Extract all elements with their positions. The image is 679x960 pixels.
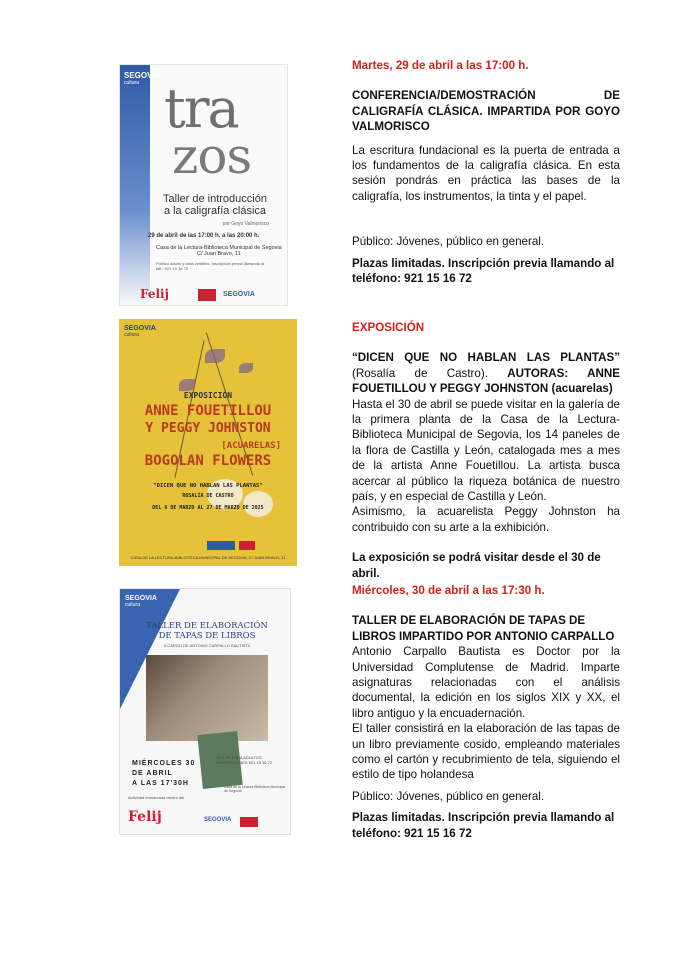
- poster-blue-band: [120, 65, 150, 306]
- venue: CASA DE LA LECTURA-BIBLIOTECA MUNICIPAL DE SEGOVIA, C/ JUAN BRAVO, 11: [130, 555, 286, 560]
- quote: "DICEN QUE NO HABLAN LAS PLANTAS": [153, 483, 263, 489]
- event-caligrafia: [352, 58, 620, 286]
- acuarelas-label: [ACUARELAS]: [221, 441, 281, 451]
- sponsor-logo: [239, 541, 255, 550]
- exhibition-dates: DEL 6 DE MARZO AL 27 DE MARZO DE 2025: [152, 505, 264, 511]
- felij-logo: Felij: [140, 287, 169, 301]
- bogolan-flowers: BOGOLAN FLOWERS: [144, 453, 272, 469]
- rosalia: ROSALÍA DE CASTRO: [182, 493, 234, 499]
- event-title: TALLER DE ELABORACIÓN DE TAPAS DE LIBROS IMPARTIDO POR ANTONIO CARPALLO: [352, 614, 615, 643]
- poster-caligrafia: [119, 64, 288, 306]
- poster-info: Público adulto y otros ámbitos. Inscripción previa llamando al telf.: 921 15 16 72: [156, 261, 265, 271]
- sponsor-logo: [240, 817, 258, 827]
- segovia-cultura-logo: SEGOVIA cultura: [125, 595, 157, 608]
- poster-subtitle: Taller de introducción a la caligrafía clásica: [163, 193, 267, 217]
- event-audience: Público: Jóvenes, público en general.: [352, 235, 545, 249]
- segovia-logo: SEGOVIA: [204, 817, 232, 823]
- poster-author: por Goyo Valmorisco: [222, 221, 269, 227]
- event-registration: Plazas limitadas. Inscripción previa llamando al teléfono: 921 15 16 72: [352, 256, 615, 286]
- artist-names-1: ANNE FOUETILLOU: [144, 403, 272, 419]
- event-title: “DICEN QUE NO HABLAN LAS PLANTAS” (Rosalía de Castro). AUTORAS: ANNE FOUETILLOU Y PEGGY JOHNSTON (acuarelas): [352, 351, 620, 396]
- event-description: Antonio Carpallo Bautista es Doctor por la Universidad Complutense de Madrid. Imparte asignaturas relacionadas con el análisis documental, la edición en los siglos XIX y XX, el libro antiguo y la encuadernación.: [352, 645, 620, 720]
- segovia-logo: [207, 541, 235, 550]
- event-description: Hasta el 30 de abril se puede visitar en la galería de la primera planta de la Casa de la Lectura-Biblioteca Municipal de Segovia, los 14 paneles de la flora de Castilla y León, catalogada mes a mes de la artista Anne Fouetillou. La artista busca acercar al público la riqueza botánica de nuestro país, y en especial de Castilla y León.: [352, 397, 620, 504]
- event-registration: Plazas limitadas. Inscripción previa llamando al teléfono: 921 15 16 72: [352, 811, 615, 840]
- event-audience: Público: Jóvenes, público en general.: [352, 789, 545, 803]
- event-date: Miércoles, 30 de abril a las 17:30 h.: [352, 584, 545, 597]
- event-date: Martes, 29 de abril a las 17:00 h.: [352, 59, 529, 72]
- event-description: La escritura fundacional es la puerta de entrada a los fundamentos de la caligrafía clásica. En esta sesión pondrás en práctica las bases de la caligrafía, los instrumentos, la tinta y el papel.: [352, 143, 620, 203]
- poster-photo: [146, 655, 268, 741]
- event-description-2: El taller consistirá en la elaboración de las tapas de un libro previamente cosido, empleando materiales como el cartón y recubrimiento de tela, siguiendo el estilo de tipo holandesa: [352, 722, 620, 782]
- plant-leaf: [179, 379, 195, 391]
- event-description-2: Asimismo, la acuarelista Peggy Johnston ha contribuido con su arte a la exhibición.: [352, 505, 620, 534]
- poster-word-top: tra: [164, 77, 238, 140]
- poster-taller-tapas: [119, 588, 291, 835]
- poster-exposicion: [119, 319, 297, 566]
- event-taller-tapas: [352, 583, 620, 841]
- segovia-logo: SEGOVIA: [223, 291, 255, 298]
- sponsor-logo: [198, 289, 216, 301]
- poster-date: 29 de abril de las 17:00 h. a las 20:00 h.: [148, 233, 260, 239]
- plant-leaf: [205, 349, 225, 363]
- artist-names-2: Y PEGGY JOHNSTON: [145, 421, 271, 436]
- segovia-cultura-logo: SEGOVIA cultura: [124, 325, 156, 338]
- felij-logo: Felij: [128, 809, 162, 825]
- plant-leaf: [239, 363, 253, 373]
- event-title: CONFERENCIA/DEMOSTRACIÓN DE CALIGRAFÍA CLÁSICA. IMPARTIDA POR GOYO VALMORISCO: [352, 89, 620, 134]
- poster-when: MIÉRCOLES 30 DE ABRIL A LAS 17'30H: [132, 760, 196, 787]
- poster-word-bottom: zos: [172, 127, 252, 185]
- exposicion-label: EXPOSICIÓN: [183, 391, 233, 400]
- poster-activity: Actividad enmarcada dentro del: [128, 795, 185, 800]
- poster-venue: Casa de la Lectura Biblioteca Municipal de Segovia: [224, 785, 286, 793]
- poster-cargo: A CARGO DE ANTONIO CARPALLO BAUTISTA: [163, 643, 251, 648]
- event-exposicion: [352, 320, 620, 581]
- event-date: EXPOSICIÓN: [352, 321, 425, 334]
- poster-title: TALLER DE ELABORACIÓN DE TAPAS DE LIBROS: [146, 621, 268, 641]
- poster-phone-info: TALLER PARA ADULTOS INSCRIPCIONES 921 15 16 72: [216, 755, 273, 765]
- poster-place: Casa de la Lectura-Biblioteca Municipal de Segovia C/ Juan Bravo, 11: [156, 245, 282, 257]
- event-note: La exposición se podrá visitar desde el 30 de abril.: [352, 551, 601, 580]
- segovia-cultura-logo: SEGOVIA cultura: [124, 71, 161, 86]
